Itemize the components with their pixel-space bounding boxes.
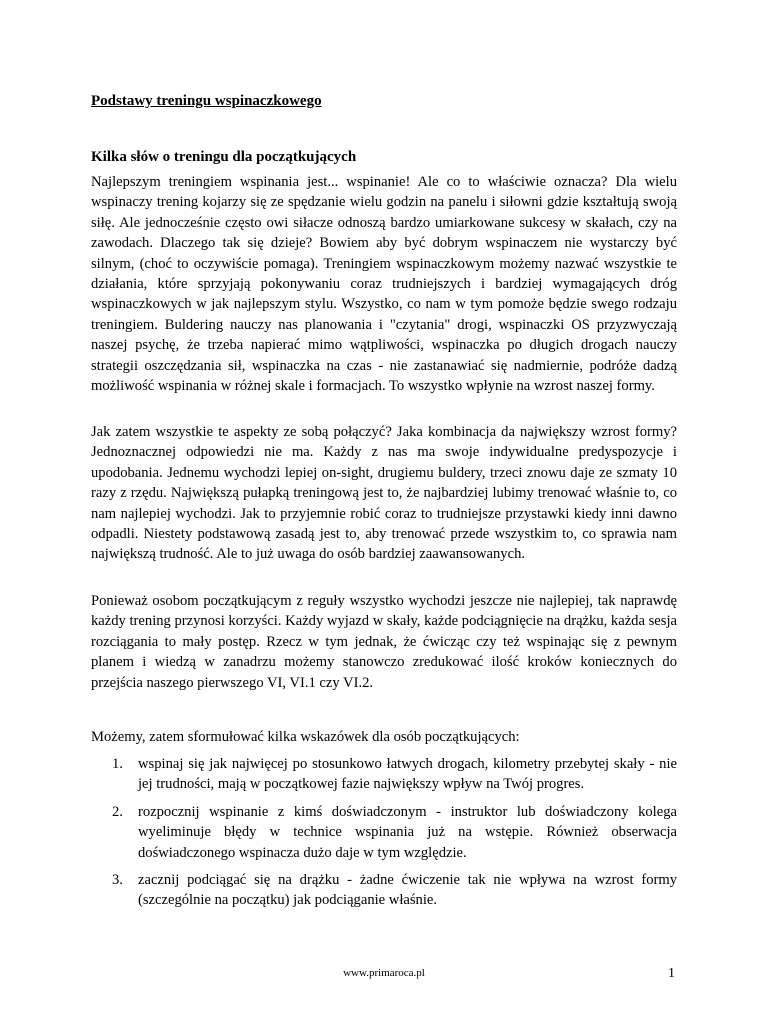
section-title: Kilka słów o treningu dla początkujących bbox=[91, 149, 357, 165]
page-number: 1 bbox=[668, 966, 675, 981]
list-item-number: 1. bbox=[112, 756, 123, 772]
list-item-text: zacznij podciągać się na drążku - żadne ćwiczenie tak nie wpływa na wzrost formy (szczególnie na początku) jak podciąganie właśnie. bbox=[138, 872, 677, 909]
footer-url: www.primaroca.pl bbox=[343, 967, 425, 979]
list-item bbox=[91, 802, 677, 863]
document-title: Podstawy treningu wspinaczkowego bbox=[91, 93, 322, 109]
tips-intro: Możemy, zatem sformułować kilka wskazówek dla osób początkujących: bbox=[91, 729, 520, 745]
paragraph: Ponieważ osobom początkującym z reguły wszystko wychodzi jeszcze nie najlepiej, tak naprawdę każdy trening przynosi korzyści. Każdy wyjazd w skały, każde podciągnięcie na drążku, każda sesja rozciągania to mały postęp. Rzecz w tym jednak, że ćwicząc czy też wspinając się z pewnym planem i wiedzą w zanadrzu możemy stanowczo zredukować ilość kroków koniecznych do przejścia naszego pierwszego VI, VI.1 czy VI.2. bbox=[91, 593, 677, 691]
paragraph: Jak zatem wszystkie te aspekty ze sobą połączyć? Jaka kombinacja da największy wzrost formy? Jednoznacznej odpowiedzi nie ma. Każdy z nas ma swoje indywidualne predyspozycje i upodobania. Jednemu wychodzi lepiej on-sight, drugiemu buldery, trzeci znowu daje ze szmaty 10 razy z rzędu. Największą pułapką treningową jest to, że najbardziej lubimy trenować właśnie to, co nam najlepiej wychodzi. Jak to przyjemnie robić coraz to trudniejsze przystawki kiedy inni dawno odpadli. Niestety podstawową zasadą jest to, aby trenować przede wszystkim to, co sprawia nam największą trudność. Ale to już uwaga do osób bardziej zaawansowanych. bbox=[91, 424, 677, 563]
paragraph: Najlepszym treningiem wspinania jest... wspinanie! Ale co to właściwie oznacza? Dla wielu wspinaczy trening kojarzy się ze spędzanie wielu godzin na panelu i siłowni gdzie kształtują swoją siłę. Ale jednocześnie często owi siłacze odnoszą bardzo umiarkowane sukcesy w skałach, czy na zawodach. Dlaczego tak się dzieje? Bowiem aby być dobrym wspinaczem nie wystarczy być silnym, (choć to oczywiście pomaga). Treningiem wspinaczkowym możemy nazwać wszystkie te działania, które sprzyjają pokonywaniu coraz trudniejszych i bardziej wymagających dróg wspinaczkowych w jak najlepszym stylu. Wszystko, co nam w tym pomoże będzie swego rodzaju treningiem. Buldering nauczy nas planowania i "czytania" drogi, wspinaczki OS przyzwyczają naszej psychę, że trzeba napierać mimo wątpliwości, wspinaczka po długich drogach nauczy strategii oszczędzania sił, wspinaczka na czas - nie zastanawiać się nadmiernie, podróże dadzą możliwość wspinania w różnej skale i formacjach. To wszystko wpłynie na wzrost naszej formy. bbox=[91, 174, 677, 395]
tips-list bbox=[91, 754, 677, 918]
list-item-text: rozpocznij wspinanie z kimś doświadczonym - instruktor lub doświadczony kolega wyeliminuje błędy w technice wspinania już na wstępie. Również obserwacja doświadczonego wspinacza dużo daje w tym względzie. bbox=[138, 803, 677, 861]
list-item-number: 2. bbox=[112, 803, 123, 820]
list-item-text: wspinaj się jak najwięcej po stosunkowo łatwych drogach, kilometry przebytej skały - nie jej trudności, mają w początkowej fazie największy wpływ na Twój progres. bbox=[138, 756, 677, 793]
list-item-number: 3. bbox=[112, 872, 123, 889]
list-item bbox=[91, 754, 677, 795]
list-item bbox=[91, 870, 677, 911]
